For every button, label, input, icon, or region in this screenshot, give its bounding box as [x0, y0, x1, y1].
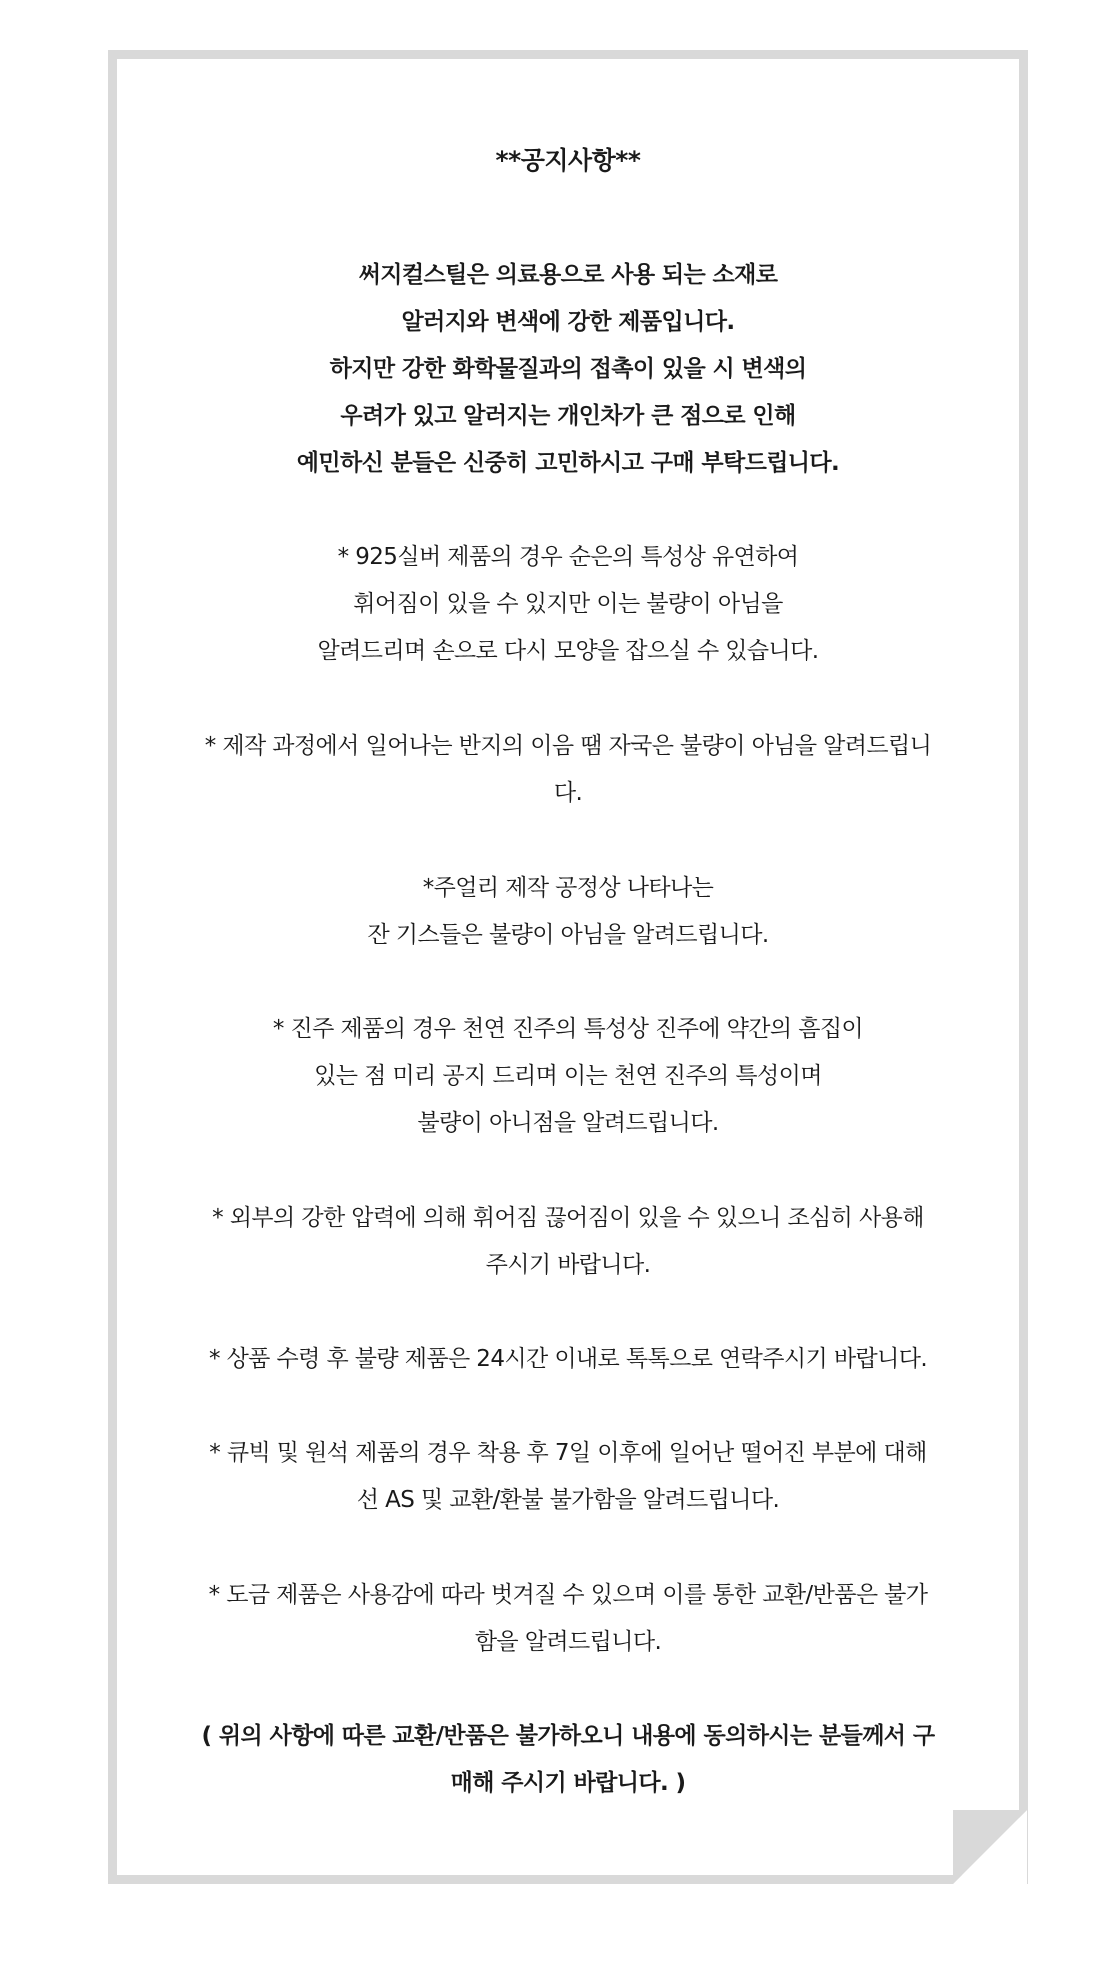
silver-notice	[117, 534, 1019, 675]
intro-line: 하지만 강한 화학물질과의 접촉이 있을 시 변색의	[329, 356, 807, 382]
defect-contact-line: * 상품 수령 후 불량 제품은 24시간 이내로 톡톡으로 연락주시기 바랍니다.	[208, 1346, 928, 1372]
silver-line: 알려드리며 손으로 다시 모양을 잡으실 수 있습니다.	[317, 638, 819, 664]
cubic-line: * 큐빅 및 원석 제품의 경우 착용 후 7일 이후에 일어난 떨어진 부분에 대해	[209, 1440, 927, 1466]
intro-line: 써지컬스틸은 의료용으로 사용 되는 소재로	[358, 262, 778, 288]
intro-paragraph	[117, 252, 1019, 487]
page-curl-corner	[953, 1810, 1027, 1884]
cubic-notice	[117, 1430, 1019, 1524]
plating-line: 함을 알려드립니다.	[474, 1629, 662, 1655]
intro-line: 알러지와 변색에 강한 제품입니다.	[401, 309, 735, 335]
intro-line: 예민하신 분들은 신중히 고민하시고 구매 부탁드립니다.	[296, 450, 840, 476]
defect-contact-notice	[117, 1336, 1019, 1383]
agreement-line: 매해 주시기 바랍니다. )	[450, 1770, 686, 1796]
pearl-line: 불량이 아니점을 알려드립니다.	[417, 1110, 719, 1136]
pearl-notice	[117, 1006, 1019, 1147]
cubic-line: 선 AS 및 교환/환불 불가함을 알려드립니다.	[356, 1487, 780, 1513]
ring-seam-line: * 제작 과정에서 일어나는 반지의 이음 땜 자국은 불량이 아님을 알려드립니	[204, 733, 932, 759]
pressure-line: * 외부의 강한 압력에 의해 휘어짐 끊어짐이 있을 수 있으니 조심히 사용해	[212, 1205, 924, 1231]
plating-notice	[117, 1572, 1019, 1666]
agreement-line: ( 위의 사항에 따른 교환/반품은 불가하오니 내용에 동의하시는 분들께서 구	[201, 1723, 935, 1749]
intro-line: 우려가 있고 알러지는 개인차가 큰 점으로 인해	[340, 403, 796, 429]
plating-line: * 도금 제품은 사용감에 따라 벗겨질 수 있으며 이를 통한 교환/반품은 불가	[208, 1582, 928, 1608]
scratches-line: 잔 기스들은 불량이 아님을 알려드립니다.	[367, 922, 769, 948]
ring-seam-line: 다.	[553, 780, 583, 806]
scratches-line: *주얼리 제작 공정상 나타나는	[422, 875, 714, 901]
pearl-line: * 진주 제품의 경우 천연 진주의 특성상 진주에 약간의 흠집이	[272, 1016, 864, 1042]
pressure-notice	[117, 1195, 1019, 1289]
ring-seam-notice	[117, 723, 1019, 817]
scratches-notice	[117, 865, 1019, 959]
notice-title: **공지사항**	[495, 146, 641, 175]
pearl-line: 있는 점 미리 공지 드리며 이는 천연 진주의 특성이며	[314, 1063, 822, 1089]
pressure-line: 주시기 바랍니다.	[485, 1252, 651, 1278]
agreement-notice	[117, 1713, 1019, 1807]
silver-line: * 925실버 제품의 경우 순은의 특성상 유연하여	[337, 544, 799, 570]
silver-line: 휘어짐이 있을 수 있지만 이는 불량이 아님을	[353, 591, 783, 617]
